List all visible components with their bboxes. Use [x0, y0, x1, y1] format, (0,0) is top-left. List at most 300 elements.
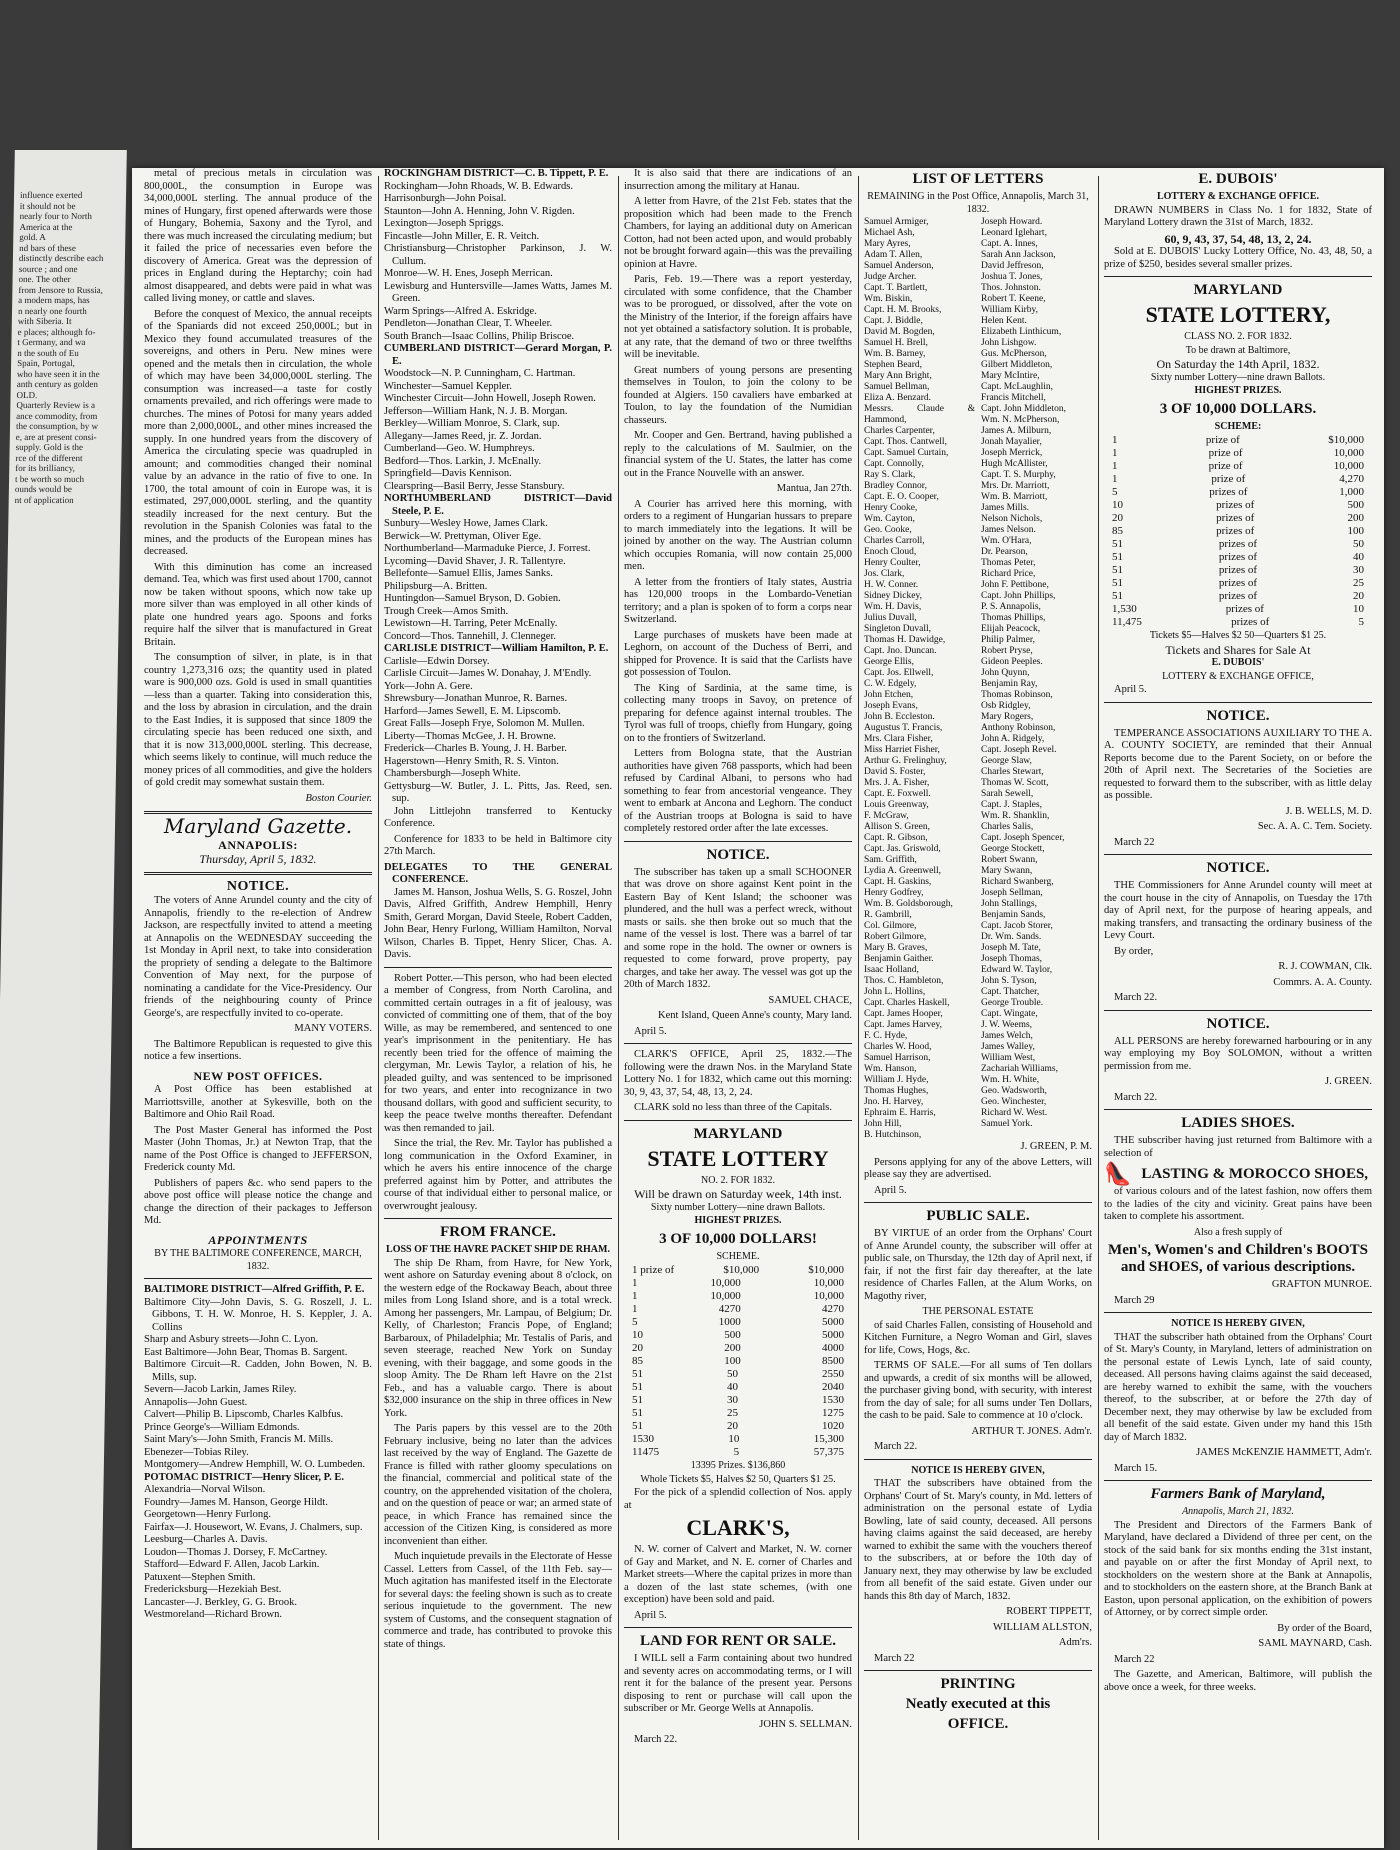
letter-name: Capt. McLaughlin,: [981, 382, 1054, 392]
divider: [144, 872, 372, 875]
letters-list: [864, 217, 1092, 1141]
prize-row: [1104, 590, 1372, 603]
appointment-item: Sunbury—Wesley Howe, James Clark.: [384, 518, 548, 529]
letter-name: Mary McIntire,: [981, 371, 1040, 381]
prize-cell: 20: [1112, 512, 1123, 524]
letter-name: C. W. Edgely,: [864, 679, 917, 689]
edge-line: Spain, Portugal,: [17, 358, 75, 368]
land-text: I WILL sell a Farm containing about two hundred and seventy acres on accommodating terms, or I will rent it for the balance of the present year. Persons disposing to rent or purchase will call upon the subscriber or Mr. George Wells at Annapolis.: [624, 1653, 852, 1714]
letter-name: Capt. A. Innes,: [981, 239, 1038, 249]
article-precious-metals-3: With this diminution has come an increased demand. Tea, which was first used about 1700, cannot now be taken without spoons, which now take up more silver than was employed in all other kinds of plate one hundred years ago. Spoons and forks require half the silver that is manufactured in Great Britain.: [144, 561, 372, 648]
letter-name: George Ellis,: [864, 657, 914, 667]
prize-row: [1104, 447, 1372, 460]
article-mantua-3: Large purchases of muskets have been made at Leghorn, on account of the Duchess of Berri, and shipped for Provence. It is said that the Carlists have got possession of Toulon.: [624, 629, 852, 678]
letter-name: Charles Salis,: [981, 822, 1034, 832]
france-title: FROM FRANCE.: [440, 1224, 556, 1240]
lottery-draw-date: Will be drawn on Saturday week, 14th inst.: [634, 1187, 842, 1201]
letter-name: Benjamin Gaither.: [864, 954, 934, 964]
edge-line: e places; although fo-: [17, 326, 96, 337]
letter-name: B. Hutchinson,: [864, 1130, 922, 1140]
letter-name: Samuel Harrison,: [864, 1053, 931, 1063]
lottery-sixty: Sixty number Lottery—nine drawn Ballots.: [650, 1201, 826, 1213]
letter-name: Wm. B. Barney,: [864, 349, 926, 359]
northumberland-list: [384, 518, 612, 643]
prize-row: [1104, 551, 1372, 564]
prize-cell: prizes of: [1216, 525, 1255, 537]
printing-line-3: OFFICE.: [947, 1716, 1009, 1732]
letter-name: Sarah Ann Jackson,: [981, 250, 1056, 260]
letter-name: Capt. Thos. Cantwell,: [864, 437, 947, 447]
prize-cell: 51: [1112, 564, 1123, 576]
letter-name: Robert Swann,: [981, 855, 1038, 865]
letter-name: Capt. E. Foxwell.: [864, 789, 931, 799]
dubois-text: DRAWN NUMBERS in Class No. 1 for 1832, State of Maryland Lottery drawn the 31st of March, 1832.: [1104, 204, 1372, 228]
appointment-item: Great Falls—Joseph Frye, Solomon M. Mullen.: [384, 718, 585, 729]
article-potter-2: Since the trial, the Rev. Mr. Taylor has published a long communication in the Oxford Examiner, in which he avers his entire innocence of the charge preferred against him by Potter, and attributes the course of that individual either to personal malice, or overwrought jealousy.: [384, 1138, 612, 1212]
appointment-item: Lewistown—H. Tarring, Peter McEnally.: [384, 618, 558, 629]
cumberland-list: [384, 368, 612, 493]
letter-name: Wm. Hanson,: [864, 1064, 917, 1074]
letter-name: Joshua T. Jones,: [981, 272, 1043, 282]
md-lottery-sixty: Sixty number Lottery—nine drawn Ballots.: [1150, 371, 1326, 383]
appointment-item: Berkley—William Monroe, S. Clark, sup.: [384, 418, 560, 429]
district-heading: CUMBERLAND DISTRICT—Gerard Morgan, P. E.: [384, 343, 612, 367]
letter-name: William J. Hyde,: [864, 1075, 929, 1085]
prize-cell: 1: [1112, 447, 1118, 459]
appointment-item: Alexandria—Norval Wilson.: [144, 1484, 266, 1495]
prize-cell: 1: [632, 1303, 638, 1315]
column-rule: [1098, 176, 1099, 1840]
letter-name: Wm. O'Hara,: [981, 536, 1032, 546]
temp-date: March 22: [1114, 836, 1155, 848]
md-sale: Tickets and Shares for Sale At: [1165, 642, 1311, 657]
prize-cell: 50: [727, 1368, 738, 1380]
article-france-8: Mr. Cooper and Gen. Bertrand, having published a reply to the calculations of M. Saulmier, on the financial system of the U. States, the latter has come out in the France Nouvelle with an answer.: [624, 430, 852, 479]
appointments-list: [144, 1297, 372, 1472]
left-edge-text: [15, 190, 120, 505]
lottery-scheme: SCHEME.: [716, 1250, 760, 1262]
edge-line: e, are at present consi-: [15, 431, 97, 442]
public-sale-title: PUBLIC SALE.: [926, 1208, 1030, 1224]
prize-cell: 1,000: [1339, 486, 1364, 498]
letter-name: Mary Rogers,: [981, 712, 1034, 722]
appointment-item: Severn—Jacob Larkin, James Riley.: [144, 1384, 297, 1395]
appointment-item: Annapolis—John Guest.: [144, 1396, 248, 1408]
divider: [624, 841, 852, 842]
appointment-item: Christiansburg—Christopher Parkinson, J. W. Cullum.: [384, 243, 612, 267]
prize-cell: prizes of: [1218, 590, 1258, 602]
prize-cell: 50: [1353, 538, 1364, 550]
column-rule: [378, 176, 379, 1840]
letter-name: Capt. Samuel Curtain,: [864, 448, 949, 458]
divider: [864, 1202, 1092, 1203]
shoes-title: LADIES SHOES.: [1181, 1115, 1295, 1131]
all-signature: J. GREEN.: [1325, 1076, 1372, 1087]
prize-cell: 10: [1112, 499, 1123, 511]
appointment-item: York—John A. Gere.: [384, 680, 473, 692]
letter-name: H. W. Conner.: [864, 580, 919, 590]
letter-name: David M. Bogden,: [864, 327, 935, 337]
prize-row: [624, 1368, 852, 1381]
prize-cell: 4270: [718, 1303, 741, 1315]
shoes-also: Also a fresh supply of: [1193, 1226, 1283, 1238]
prize-cell: 30: [727, 1394, 738, 1406]
prize-cell: 10: [1353, 603, 1364, 615]
letter-name: Allison S. Green,: [864, 822, 930, 832]
column-1: [144, 168, 372, 1848]
letter-name: Wm. B. Marriott,: [981, 492, 1048, 502]
md-sale-2: E. DUBOIS': [1211, 657, 1265, 668]
land-title: LAND FOR RENT OR SALE.: [639, 1633, 836, 1649]
edge-line: distinctly describe each: [18, 253, 104, 263]
masthead: Maryland Gazette.: [163, 814, 353, 838]
letter-name: Wm. Biskin,: [864, 294, 913, 304]
md-sale-3: LOTTERY & EXCHANGE OFFICE,: [1162, 670, 1314, 682]
prize-cell: 5: [1358, 616, 1364, 628]
edge-line: t be worth so much: [15, 473, 85, 484]
dubois-sold: Sold at E. DUBOIS' Lucky Lottery Office, No. 43, 48, 50, a prize of $250, besides several smaller prizes.: [1104, 246, 1372, 270]
clark-office-numbers: CLARK'S OFFICE, April 25, 1832.—The following were the drawn Nos. in the Maryland State Lottery No. 1 for 1832, which came out this morning: 30, 9, 43, 37, 54, 48, 13, 2, 24.: [624, 1049, 852, 1098]
divider: [144, 1278, 372, 1279]
letter-name: Sarah Sewell,: [981, 789, 1034, 799]
dubois-title: E. DUBOIS': [1198, 171, 1278, 187]
divider: [384, 967, 612, 968]
district-heading: BALTIMORE DISTRICT—Alfred Griffith, P. E.: [144, 1284, 365, 1295]
divider: [624, 1627, 852, 1628]
prize-cell: 5: [632, 1316, 638, 1328]
letter-name: Henry Godfrey,: [864, 888, 924, 898]
prize-cell: prize of: [1211, 473, 1246, 485]
letter-name: Geo. Wadsworth,: [981, 1086, 1047, 1096]
prize-cell: 20: [1353, 590, 1364, 602]
letters-note: Persons applying for any of the above Letters, will please say they are advertised.: [864, 1156, 1092, 1180]
letter-name: Robert T. Keene,: [981, 294, 1046, 304]
edge-line: supply. Gold is the: [15, 442, 84, 452]
appointment-item: Prince George's—William Edmonds.: [144, 1421, 300, 1433]
prize-cell: prize of: [1205, 434, 1240, 446]
letter-name: Capt. J. Staples,: [981, 800, 1042, 810]
lottery-tickets: Whole Tickets $5, Halves $2 50, Quarters $1 25.: [640, 1473, 836, 1485]
letter-name: Capt. Charles Haskell,: [864, 998, 950, 1008]
letter-name: John F. Pettibone,: [981, 580, 1049, 590]
letter-name: Henry Cooke,: [864, 503, 918, 513]
edge-line: from Jensore to Russia,: [18, 284, 103, 295]
letter-name: Augustus T. Francis,: [864, 723, 943, 733]
letter-name: Wm. B. Goldsborough,: [864, 899, 953, 909]
edge-line: it should not be: [19, 200, 76, 211]
edge-line: anth century as golden: [16, 379, 99, 389]
all-date: March 22.: [1114, 1091, 1158, 1103]
prize-row: [1104, 473, 1372, 486]
letter-name: Richard Swanberg,: [981, 877, 1054, 887]
public-sale-text: BY VIRTUE of an order from the Orphans' Court of Anne Arundel county, the subscriber will offer at public sale, on Thursday, the 12th day of April next, if fair, if not the first fair day thereafter, at the late residence of Charles Fallen, at the Alum Works, on Magothy river,: [864, 1228, 1092, 1302]
appointment-item: East Baltimore—John Bear, Thomas B. Sargent.: [144, 1346, 348, 1358]
appointment-item: Carlisle Circuit—James W. Donahay, J. M'Endly.: [384, 668, 592, 679]
letter-name: Singleton Duvall,: [864, 624, 932, 634]
public-sale-text-2: of said Charles Fallen, consisting of Household and Kitchen Furniture, a Negro Woman and Girl, slaves for life, Cows, Hogs, &c.: [864, 1319, 1092, 1356]
letter-name: Capt. J. Biddle,: [864, 316, 923, 326]
letters-signature: J. GREEN, P. M.: [1020, 1141, 1092, 1152]
transfer-note: John Littlejohn transferred to Kentucky Conference.: [384, 805, 612, 829]
letter-name: Capt. T. Bartlett,: [864, 283, 928, 293]
md-tickets: Tickets $5—Halves $2 50—Quarters $1 25.: [1149, 630, 1327, 641]
article-mantua-1: A Courier has arrived here this morning, with orders to a regiment of Hungarian hussars to prepare to march immediately into the legations. It will be joined by another on the way. The Austrian column which occupies Romania, will now contain 25,000 men.: [624, 498, 852, 572]
letter-name: William West,: [981, 1053, 1036, 1063]
letter-name: F. McGraw,: [864, 811, 909, 821]
clark-date: April 5.: [634, 1609, 667, 1621]
delegates-title: DELEGATES TO THE GENERAL CONFERENCE.: [384, 861, 612, 885]
notice-given-date: March 22: [874, 1652, 915, 1664]
letter-name: John S. Tyson,: [981, 976, 1037, 986]
notice-schooner: The subscriber has taken up a small SCHOONER that was drove on shore against Kent point in the Eastern Bay of Kent Island; the schooner was plundered, and the hull was a perfect wreck, without masts or sails. she then broke out so much that the name of the vessel is lost. There was a barrel of tar and some rope in the hold. The owner or owners is requested to come forward, prove property, pay charges, and take her away. The vessel was got up the 20th of March 1832.: [624, 866, 852, 990]
edge-line: n nearly one fourth: [17, 305, 87, 316]
letter-name: Elijah Peacock,: [981, 624, 1041, 634]
letter-name: George Slaw,: [981, 756, 1032, 766]
appointment-item: Pendleton—Jonathan Clear, T. Wheeler.: [384, 318, 553, 329]
letter-name: Eliza A. Benzard.: [864, 393, 932, 403]
letter-name: John L. Hollins,: [864, 987, 926, 997]
appointment-item: Harford—James Sewell, E. M. Lipscomb.: [384, 705, 561, 717]
appointment-item: Lewisburg and Huntersville—James Watts, James M. Green.: [384, 280, 612, 304]
article-france-3: Much inquietude prevails in the Electorate of Hesse Cassel. Letters from Cassel, of the 11th Feb. say—Much agitation has manifested itself in the Electorate for several days: the feeling shown is such as to create serious inquietude to the government. The new system of Customs, and the consequent stagnation of commerce and trade, has contributed to provoke this state of things.: [384, 1551, 612, 1650]
dateline-city: ANNAPOLIS:: [218, 837, 298, 852]
prize-cell: 1 prize of: [632, 1264, 675, 1276]
letter-name: Capt. Joseph Spencer,: [981, 833, 1065, 843]
letter-name: Charles Carroll,: [864, 536, 925, 546]
article-france-2: The Paris papers by this vessel are to the 20th February inclusive, being no later than the advices last received by the way of England. The Gazette de France is filled with rather gloomy speculations on the financial, commercial and political state of the country, on the apprehended visitation of the cholera, and on the question of peace or war; an armed state of peace, in which France has remained since the accession of the Citizen King, is considered as more inconvenient than either.: [384, 1423, 612, 1547]
letter-name: Mrs. Dr. Marriott,: [981, 481, 1050, 491]
prize-cell: prizes of: [1225, 603, 1264, 615]
prize-row: [1104, 577, 1372, 590]
md-lottery-date: On Saturday the 14th April, 1832.: [1156, 357, 1320, 371]
prize-cell: prizes of: [1209, 486, 1248, 498]
lottery-total: 13395 Prizes. $136,860: [690, 1460, 786, 1471]
left-page-edge: [0, 150, 127, 1850]
letter-name: Adam T. Allen,: [864, 250, 923, 260]
delegates-text: James M. Hanson, Joshua Wells, S. G. Roszel, John Davis, Alfred Griffith, Andrew Hemphill, Henry Smith, Gerard Morgan, David Steele, Robert Cadden, John Bear, Henry Furlong, William Hamilton, Norval Wilson, Charles B. Tippet, Henry Slicer, Chas. A. Davis.: [384, 886, 612, 960]
article-france-1: The ship De Rham, from Havre, for New York, went ashore on Saturday evening about 8 o'clock, on the western edge of the Rockaway Beach, about three miles from Long Island shore, and is a total wreck. Among her passengers, Mr. Lampau, of Belgium; Dr. Kelly, of Charleston; Francis Pope, of England; Barbaroux, of Philadelphia; Mr. Testalis of Paris, and seven steerage, reached New York on Sunday evening, with their baggage, and some goods in the sloop Amity. The De Rham left Havre on the 21st Feb., and has a valuable cargo. There is about $32,000 insurance on the ship in three offices in New York.: [384, 1257, 612, 1419]
notice-date: April 5.: [634, 1025, 667, 1037]
bank-date: Annapolis, March 21, 1832.: [1182, 1506, 1294, 1517]
notice-note: The Baltimore Republican is requested to give this notice a few insertions.: [144, 1038, 372, 1062]
prize-cell: 25: [1353, 577, 1364, 589]
letter-name: Hugh McAllister,: [981, 459, 1048, 469]
prize-cell: 51: [632, 1407, 643, 1419]
prize-row: [624, 1433, 852, 1446]
prize-cell: 51: [632, 1420, 643, 1432]
letter-name: Capt. Jas. Griswold,: [864, 844, 941, 854]
letter-name: Messrs. Claude & Hammond,: [864, 404, 975, 425]
edge-line: nt of application: [14, 494, 74, 505]
letter-name: Dr. Wm. Sands.: [981, 932, 1042, 942]
appointment-item: Lexington—Joseph Spriggs.: [384, 218, 504, 229]
letter-name: John A. Ridgely,: [981, 734, 1045, 744]
letter-name: Elizabeth Linthicum,: [981, 327, 1062, 337]
prize-cell: 2550: [822, 1368, 844, 1380]
md-lottery-title-2: STATE LOTTERY,: [1145, 302, 1331, 327]
article-mantua-2: A letter from the frontiers of Italy states, Austria has 120,000 troops in the Lombardo-Venetian territory; and a plan is spoken of to form a corps near Switzerland.: [624, 576, 852, 625]
letter-name: Samuel Anderson,: [864, 261, 934, 271]
appointment-item: Foundry—James M. Hanson, George Hildt.: [144, 1496, 328, 1508]
conference-note: Conference for 1833 to be held in Baltimore city 27th March.: [384, 833, 612, 857]
appointment-item: Bedford—Thos. Larkin, J. McEnally.: [384, 455, 542, 467]
land-date: March 22.: [634, 1734, 678, 1745]
bank-text: The President and Directors of the Farmers Bank of Maryland, have declared a Dividend of three per cent, on the stock of the said bank for six months ending the 31st instant, and payable on or after the first Monday of April next, to stockholders on the western shore at the Bank at Annapolis, and to stockholders on the eastern shore, at the Branch Bank at Easton, upon personal application, on the exhibition of powers of Attorney, or by correct simple order.: [1104, 1519, 1372, 1618]
column-5: [1104, 168, 1372, 1848]
letter-name: Stephen Beard,: [864, 360, 923, 370]
prize-cell: $10,000: [723, 1264, 760, 1276]
appointment-item: Georgetown—Henry Furlong.: [144, 1509, 271, 1520]
letter-name: Geo. Cooke,: [864, 525, 912, 535]
edge-line: n the south of Eu: [17, 347, 79, 358]
prize-row: [624, 1277, 852, 1290]
bank-title: Farmers Bank of Maryland,: [1150, 1486, 1326, 1502]
divider: [1104, 1109, 1372, 1110]
letter-name: Thos. Johnston.: [981, 283, 1041, 293]
prize-cell: 10,000: [813, 1290, 844, 1302]
prize-cell: 5000: [822, 1316, 844, 1328]
district-heading: ROCKINGHAM DISTRICT—C. B. Tippett, P. E.: [384, 168, 609, 179]
district-heading: CARLISLE DISTRICT—William Hamilton, P. E.: [384, 643, 609, 654]
edge-line: rce of the different: [15, 452, 83, 463]
prize-row: [624, 1446, 852, 1459]
carlisle-list: [384, 656, 612, 806]
divider: [1104, 702, 1372, 703]
comm-date: March 22.: [1114, 992, 1158, 1003]
lottery-title-2: STATE LOTTERY: [647, 1145, 829, 1171]
prize-cell: 4,270: [1339, 473, 1364, 485]
prize-cell: 10,000: [710, 1277, 741, 1289]
prize-cell: 10,000: [813, 1277, 844, 1289]
prize-row: [1104, 460, 1372, 473]
edge-line: ance commodity, from: [16, 410, 98, 421]
letter-name: Wm. H. Davis,: [864, 602, 922, 612]
letter-name: Richard Price,: [981, 569, 1036, 579]
appointment-item: Baltimore Circuit—R. Cadden, John Bowen, N. B. Mills, sup.: [144, 1359, 372, 1383]
letter-name: Ephraim E. Harris,: [864, 1108, 936, 1118]
prize-cell: 2040: [822, 1381, 844, 1393]
letter-name: Capt. T. S. Murphy,: [981, 470, 1056, 480]
notice-title: NOTICE.: [226, 878, 290, 894]
article-france-5: A letter from Havre, of the 21st Feb. states that the proposition which had been made to the French Chambers, for laying an additional duty on American Cotton, had not been acted upon, and would probably not be brought forward again—this was the prevailing opinion at Havre.: [624, 196, 852, 270]
prize-cell: prizes of: [1218, 577, 1258, 589]
shoes-big-2: Men's, Women's and Children's BOOTS and SHOES, of various descriptions.: [1108, 1242, 1368, 1275]
comm-signature-2: Commrs. A. A. County.: [1273, 976, 1372, 988]
letter-name: James A. Milburn,: [981, 426, 1052, 436]
divider: [1104, 854, 1372, 855]
divider: [1104, 1312, 1372, 1313]
letter-name: Leonard Iglehart,: [981, 228, 1047, 238]
edge-line: source ; and one: [18, 263, 78, 274]
appointment-item: Ebenezer—Tobias Riley.: [144, 1446, 249, 1458]
lottery-prize-table: [624, 1264, 852, 1459]
letter-name: Capt. Jacob Storer,: [981, 921, 1053, 931]
md-lottery-class: CLASS NO. 2. FOR 1832.: [1184, 331, 1292, 342]
prize-cell: 1020: [822, 1420, 844, 1432]
appointment-item: Rockingham—John Rhoads, W. B. Edwards.: [384, 180, 573, 192]
letter-name: John Quynn,: [981, 668, 1030, 678]
letter-name: Charles Stewart,: [981, 767, 1044, 777]
prize-cell: prizes of: [1218, 564, 1258, 576]
prize-row: [1104, 512, 1372, 525]
given2-title: NOTICE IS HEREBY GIVEN,: [1171, 1318, 1305, 1329]
letter-name: David S. Foster,: [864, 767, 926, 777]
edge-line: who have seen it in the: [16, 368, 100, 379]
appointment-item: Chambersburgh—Joseph White.: [384, 768, 521, 779]
appointment-item: Patuxent—Stephen Smith.: [144, 1571, 256, 1583]
letter-name: Capt. Joseph Revel.: [981, 745, 1057, 755]
lottery-highest: HIGHEST PRIZES.: [694, 1215, 782, 1226]
prize-cell: 100: [724, 1355, 741, 1367]
notice-given-title: NOTICE IS HEREBY GIVEN,: [911, 1464, 1045, 1476]
edge-line: OLD.: [16, 389, 38, 400]
prize-row: [624, 1420, 852, 1433]
comm-by: By order,: [1114, 945, 1154, 957]
appointment-item: Liberty—Thomas McGee, J. H. Browne.: [384, 730, 557, 742]
appointment-item: South Branch—Isaac Collins, Philip Briscoe.: [384, 330, 575, 342]
letter-name: Geo. Winchester,: [981, 1097, 1047, 1107]
edge-line: a modern maps, has: [18, 295, 90, 305]
divider: [1104, 276, 1372, 277]
letter-name: Osb Ridgley,: [981, 701, 1031, 711]
letter-name: Gideon Peeples.: [981, 657, 1043, 667]
md-prize-table: [1104, 434, 1372, 629]
edge-line: nearly four to North: [19, 211, 93, 221]
article-mantua-5: Letters from Bologna state, that the Austrian authorities have given 768 passports, which had been refused by Cardinal Albani, to persons who had something to fear from ancestorial vengeance. They went to embark at Ancona and Leghorn. The conduct of the Austrian troops at Bologna is said to have completely restored order after the late excesses.: [624, 748, 852, 834]
prize-cell: 20: [727, 1420, 738, 1432]
letter-name: Capt. Thatcher,: [981, 987, 1040, 997]
prize-cell: 51: [632, 1381, 643, 1393]
prize-cell: 85: [632, 1355, 643, 1367]
appointment-item: Sharp and Asbury streets—John C. Lyon.: [144, 1334, 319, 1345]
appointment-item: Calvert—Philip B. Lipscomb, Charles Kalbfus.: [144, 1409, 344, 1420]
letter-name: Thomas Peter,: [981, 558, 1036, 568]
letter-name: Zachariah Williams,: [981, 1064, 1058, 1074]
prize-cell: 100: [1347, 525, 1364, 537]
clark-title: CLARK'S,: [686, 1515, 790, 1540]
article-france-4: It is also said that there are indications of an insurrection among the military at Hanau.: [624, 168, 852, 192]
letter-name: Arthur G. Frelinghuy,: [864, 756, 947, 766]
letter-name: Jno. H. Harvey,: [864, 1097, 924, 1107]
prize-cell: 500: [724, 1329, 741, 1341]
land-signature: JOHN S. SELLMAN.: [759, 1718, 852, 1730]
letter-name: James Mills.: [981, 503, 1030, 513]
letter-name: Edward W. Taylor,: [981, 965, 1053, 975]
letter-name: Philip Palmer,: [981, 635, 1035, 645]
divider: [1104, 1480, 1372, 1481]
letter-name: John Hill,: [864, 1119, 902, 1129]
newspaper-page: [132, 168, 1384, 1848]
prize-cell: 20: [632, 1342, 643, 1354]
temp-signature: J. B. WELLS, M. D.: [1285, 805, 1372, 817]
letter-name: George Stockett,: [981, 844, 1045, 854]
prize-cell: 1530: [822, 1394, 844, 1406]
letter-name: Anthony Robinson,: [981, 723, 1056, 733]
appointment-item: Gettysburg—W. Butler, J. L. Pitts, Jas. Reed, sen. sup.: [384, 780, 612, 804]
letter-name: Francis Mitchell,: [981, 393, 1046, 403]
edge-line: one. The other: [18, 274, 71, 284]
prize-row: [1104, 603, 1372, 616]
edge-line: gold. A: [19, 232, 46, 242]
letter-name: Mary B. Graves,: [864, 943, 928, 953]
district-heading: POTOMAC DISTRICT—Henry Slicer, P. E.: [144, 1471, 345, 1483]
md-lottery-title: MARYLAND: [1193, 282, 1283, 298]
appointment-item: Monroe—W. H. Enes, Joseph Merrican.: [384, 268, 553, 279]
divider: [624, 1120, 852, 1121]
letter-name: Enoch Cloud,: [864, 547, 917, 557]
column-rule: [618, 176, 619, 1840]
md-date: April 5.: [1114, 684, 1147, 695]
